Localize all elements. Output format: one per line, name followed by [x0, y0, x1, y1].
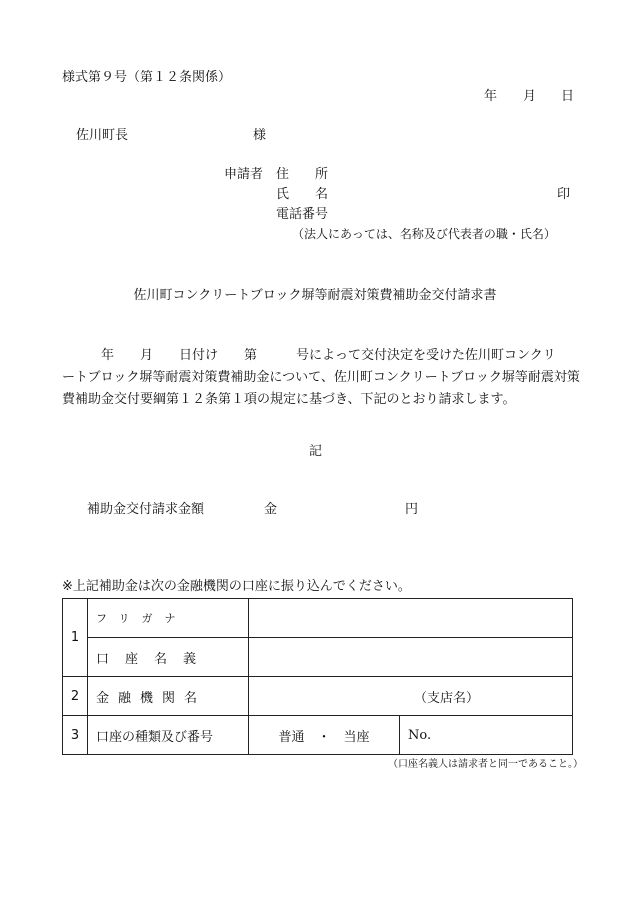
request-body	[62, 345, 582, 411]
account-name-field[interactable]	[249, 638, 573, 677]
row-number: 1	[63, 599, 88, 677]
date-day: 日	[561, 89, 575, 104]
form-number: 様式第９号（第１２条関係）	[62, 70, 232, 85]
bank-name-label: 金融機関名	[88, 677, 249, 716]
furigana-label: フリガナ	[88, 599, 249, 638]
transfer-note: ※上記補助金は次の金融機関の口座に振り込んでください。	[62, 579, 411, 594]
row-number: 3	[63, 716, 88, 755]
ki-mark: 記	[309, 444, 323, 459]
body-line-2: ートブロック塀等耐震対策費補助金について、佐川町コンクリートブロック塀等耐震対策	[62, 370, 580, 385]
name-label: 氏 名	[276, 187, 329, 202]
account-name-label: 口座名義	[88, 638, 249, 677]
bank-account-table	[62, 598, 573, 755]
date-year: 年	[484, 89, 498, 104]
applicant-label: 申請者	[224, 167, 264, 182]
table-row	[63, 599, 573, 638]
branch-label: （支店名）	[414, 690, 480, 706]
amount-label: 補助金交付請求金額	[87, 502, 205, 517]
account-type-label: 口座の種類及び番号	[88, 716, 249, 755]
body-line-1: 年 月 日付け 第 号によって交付決定を受けた佐川町コンクリ	[62, 348, 556, 363]
address-label: 住 所	[276, 167, 329, 182]
addressee-honorific: 様	[253, 128, 267, 143]
table-row	[63, 677, 573, 716]
corporate-note: （法人にあっては、名称及び代表者の職・氏名）	[292, 227, 556, 241]
table-row	[63, 716, 573, 755]
amount-prefix: 金	[264, 502, 278, 517]
footer-note: （口座名義人は請求者と同一であること。）	[388, 759, 583, 770]
amount-suffix: 円	[405, 502, 419, 517]
body-line-3: 費補助金交付要綱第１２条第１項の規定に基づき、下記のとおり請求します。	[62, 392, 516, 407]
account-type-field	[249, 716, 573, 755]
bank-name-field[interactable]	[249, 677, 573, 716]
addressee-name: 佐川町長	[76, 128, 129, 143]
furigana-field[interactable]	[249, 599, 573, 638]
account-type-options[interactable]: 普通 ・ 当座	[278, 729, 370, 745]
phone-label: 電話番号	[276, 207, 329, 222]
row-number: 2	[63, 677, 88, 716]
table-row	[63, 638, 573, 677]
seal-mark: 印	[557, 187, 571, 202]
account-number-field[interactable]	[399, 716, 572, 754]
date-month: 月	[523, 89, 537, 104]
document-title: 佐川町コンクリートブロック塀等耐震対策費補助金交付請求書	[133, 288, 497, 303]
account-number-label: No.	[408, 727, 432, 743]
